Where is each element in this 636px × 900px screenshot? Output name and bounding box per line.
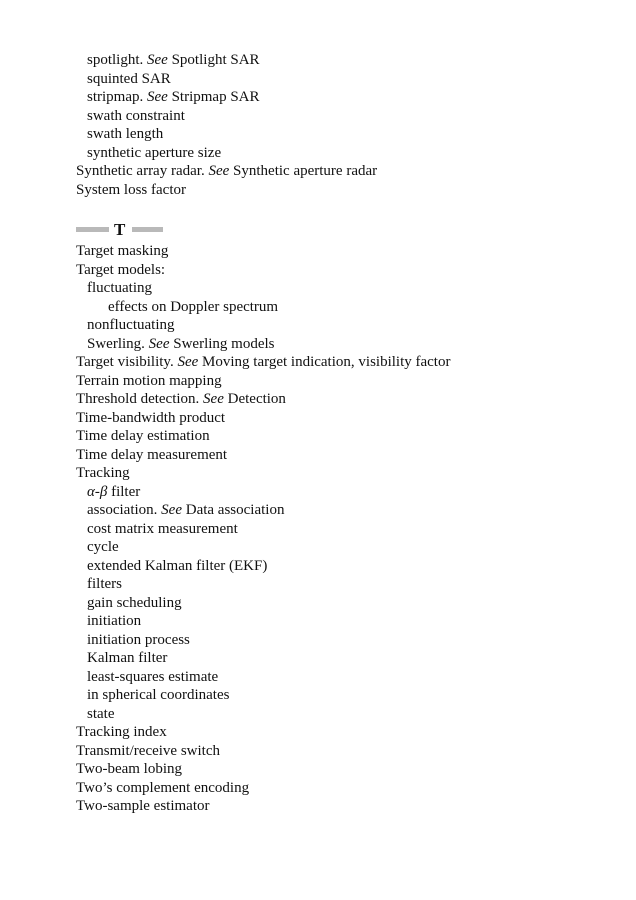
entry-text: Threshold detection. [76, 391, 200, 407]
entry-text: swath constraint [87, 107, 185, 124]
see-reference-label: See [203, 391, 224, 407]
index-subentry [76, 538, 450, 557]
see-reference-label: See [147, 89, 168, 105]
entry-text: Time delay measurement [76, 446, 228, 463]
see-reference-target: Data association [185, 502, 285, 518]
index-subentry [76, 316, 450, 335]
entry-text: Two-sample estimator [76, 798, 210, 814]
entry-text: Terrain motion mapping [76, 372, 222, 389]
index-subentry [76, 144, 450, 163]
entry-text: initiation [87, 613, 142, 629]
index-subentry [76, 686, 450, 705]
see-reference-label: See [177, 354, 199, 370]
entry-text: synthetic aperture size [87, 144, 222, 161]
s-section-tail [76, 51, 450, 199]
see-reference-target: Synthetic aperture radar [233, 163, 378, 179]
entry-text: Target visibility. [76, 354, 174, 370]
index-subentry [76, 483, 450, 502]
index-subentry [76, 631, 450, 650]
index-entry [76, 409, 450, 428]
entry-text: cycle [87, 539, 119, 555]
index-subentry [76, 279, 450, 298]
index-entry [76, 261, 450, 280]
index-subentry [76, 298, 450, 317]
index-entry [76, 242, 450, 261]
index-subentry [76, 107, 450, 126]
index-subentry [76, 520, 450, 539]
section-heading [76, 219, 450, 242]
entry-text: Two’s complement encoding [76, 779, 250, 796]
entry-text: stripmap. [87, 89, 144, 105]
index-entry [76, 427, 450, 446]
index-entry [76, 446, 450, 465]
entry-text: Two-beam lobing [76, 761, 183, 777]
index-entries [76, 51, 450, 816]
entry-text: Swerling. [87, 335, 145, 352]
index-subentry [76, 335, 450, 354]
section-letter: T [114, 220, 126, 239]
entry-text: Kalman filter [87, 650, 168, 666]
index-subentry [76, 668, 450, 687]
entry-text: state [87, 705, 115, 722]
index-entry [76, 797, 450, 816]
t-section-entries [76, 242, 450, 816]
index-entry [76, 372, 450, 391]
index-subentry [76, 705, 450, 724]
index-subentry [76, 612, 450, 631]
index-subentry [76, 557, 450, 576]
see-reference-target: Spotlight SAR [171, 52, 260, 68]
entry-text: in spherical coordinates [87, 687, 230, 703]
index-subentry [76, 649, 450, 668]
entry-text: swath length [87, 126, 164, 142]
entry-text: filter [111, 483, 141, 500]
index-subentry [76, 594, 450, 613]
index-subentry [76, 501, 450, 520]
section-gap [76, 199, 450, 219]
index-entry [76, 723, 450, 742]
index-subentry [76, 575, 450, 594]
entry-text: association. [87, 502, 158, 518]
see-reference-label: See [148, 335, 170, 352]
index-entry [76, 353, 450, 372]
entry-text: Tracking [76, 465, 130, 481]
heading-bar-right [132, 227, 163, 232]
entry-text: nonfluctuating [87, 317, 175, 333]
index-entry [76, 779, 450, 798]
entry-text: Time delay estimation [76, 428, 210, 444]
entry-text: Target models: [76, 261, 166, 278]
entry-text: initiation process [87, 631, 190, 648]
see-reference-target: Swerling models [173, 335, 275, 352]
entry-greek: α-β [87, 483, 108, 500]
see-reference-target: Moving target indication, visibility factor [202, 354, 451, 370]
see-reference-target: Stripmap SAR [171, 89, 260, 105]
entry-text: Time-bandwidth product [76, 409, 226, 426]
index-entry [76, 390, 450, 409]
entry-text: squinted SAR [87, 70, 171, 87]
entry-text: Target masking [76, 243, 169, 259]
see-reference-target: Detection [227, 391, 286, 407]
see-reference-label: See [208, 163, 230, 179]
entry-text: least-squares estimate [87, 668, 219, 685]
entry-text: effects on Doppler spectrum [108, 298, 279, 315]
entry-text: fluctuating [87, 280, 152, 296]
index-subentry [76, 51, 450, 70]
entry-text: cost matrix measurement [87, 520, 238, 537]
entry-text: System loss factor [76, 181, 186, 198]
index-entry [76, 464, 450, 483]
index-subentry [76, 70, 450, 89]
heading-bar-left [76, 227, 109, 232]
entry-text: spotlight. [87, 52, 144, 68]
index-subentry [76, 88, 450, 107]
index-entry [76, 162, 450, 181]
see-reference-label: See [161, 502, 182, 518]
entry-text: filters [87, 576, 122, 592]
entry-text: Tracking index [76, 724, 167, 740]
entry-text: Synthetic array radar. [76, 163, 205, 179]
entry-text: extended Kalman filter (EKF) [87, 557, 268, 574]
index-entry [76, 760, 450, 779]
entry-text: gain scheduling [87, 594, 182, 611]
index-subentry [76, 125, 450, 144]
entry-text: Transmit/receive switch [76, 742, 221, 759]
see-reference-label: See [147, 52, 168, 68]
index-entry [76, 181, 450, 200]
index-entry [76, 742, 450, 761]
